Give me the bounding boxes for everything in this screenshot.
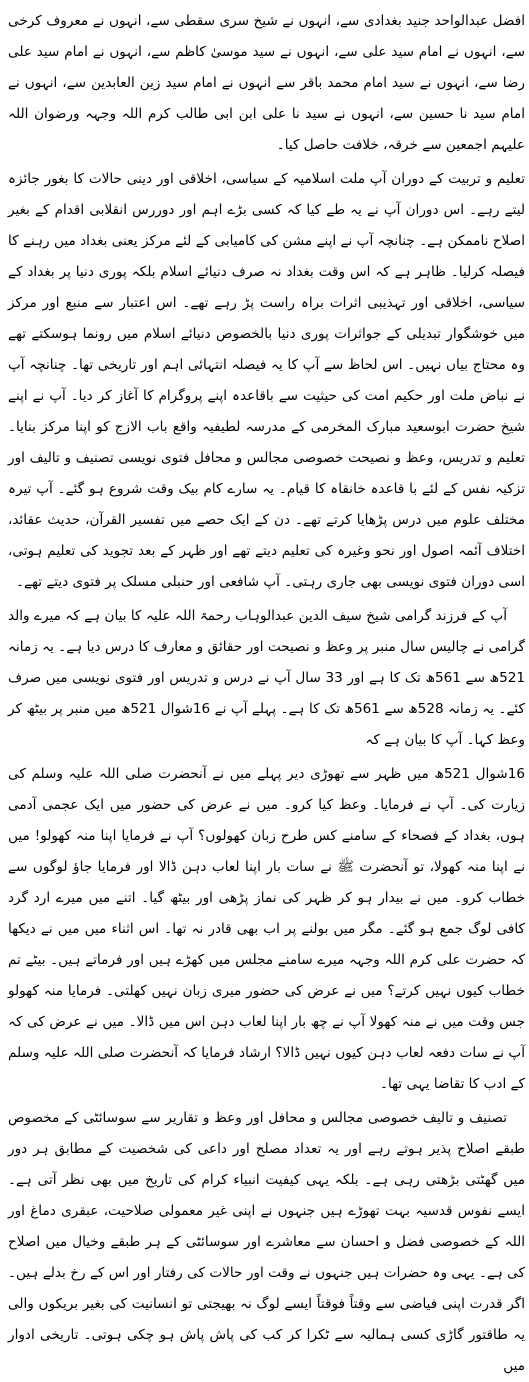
paragraph-vision: 16شوال 521ھ میں ظہر سے تھوڑی دیر پہلے میں نے آنحضرت صلی اللہ علیہ وسلم کی زیارت کی۔ آپ نے فرمایا۔ وعظ کیا کرو۔ میں نے عرض کی حضور میں ایک عجمی آدمی ہوں، بغداد کے فصحاء کے سامنے کس طرح زبان کھولوں؟ آپ نے فرمایا اپنا منہ کھولو! میں نے اپنا منہ کھولا، تو آنحضرت ﷺ نے سات بار اپنا لعاب دہن ڈالا اور فرمایا جاؤ لوگوں سے خطاب کرو۔ میں نے بیدار ہو کر ظہر کی نماز پڑھی اور بیٹھ گیا۔ اتنے میں میرے ارد گرد کافی لوگ جمع ہو گئے۔ مگر میں بولنے پر اب بھی قادر نہ تھا۔ اس اثناء میں میں نے دیکھا کہ حضرت علی کرم اللہ وجہہ میرے سامنے مجلس میں کھڑے ہیں اور فرماتے ہیں۔ بیٹے تم خطاب کیوں نہیں کرتے؟ میں نے عرض کی حضور میری زبان نہیں کھلتی۔ فرمایا منہ کھولو جس وقت میں نے منہ کھولا آپ نے چھ بار اپنا لعاب دہن اس میں ڈالا۔ میں نے عرض کی کہ آپ نے سات دفعہ لعاب دہن کیوں نہیں ڈالا؟ ارشاد فرمایا کہ آنحضرت صلی اللہ علیہ وسلم کے ادب کا تقاضا یہی تھا۔	[8, 766, 526, 1092]
paragraph-education: تعلیم و تربیت کے دوران آپ ملت اسلامیہ کے سیاسی، اخلاقی اور دینی حالات کا بغور جائزہ لیتے رہے۔ اس دوران آپ نے یہ طے کیا کہ کسی بڑے اہم اور دوررس انقلابی اقدام کے بغیر اصلاح ناممکن ہے۔ چنانچہ آپ نے اپنے مشن کی کامیابی کے لئے مرکز یعنی بغداد میں رہنے کا فیصلہ کرلیا۔ ظاہر ہے کہ اس وقت بغداد نہ صرف دنیائے اسلام بلکہ پوری دنیا پر بغداد کے سیاسی، اخلاقی اور تہذیبی اثرات براہ راست پڑ رہے تھے۔ اس اعتبار سے منبع اور مرکز میں خوشگوار تبدیلی کے جواثرات پوری دنیا بالخصوص دنیائے اسلام میں رونما ہوسکتے تھے وہ محتاج بیاں نہیں۔ اس لحاظ سے آپ کا یہ فیصلہ انتہائی اہم اور تاریخی تھا۔ چنانچہ آپ نے نباض ملت اور حکیم امت کی حیثیت سے باقاعدہ اپنے پروگرام کا آغاز کر دیا۔ آپ نے اپنے شیخ حضرت ابوسعید مبارک المخرمی کے مدرسہ لطیفیہ واقع باب الازج کو اپنا مرکز بنایا۔ تعلیم و تدریس، وعظ و نصیحت خصوصی مجالس و محافل فتوی نویسی تصنیف و تالیف اور تزکیہ نفس کے لئے با قاعدہ خانقاہ کا قیام۔ یہ سارے کام بیک وقت شروع ہو گئے۔ آپ تیرہ مختلف علوم میں درس پڑھایا کرتے تھے۔ دن کے ایک حصے میں تفسیر القرآن، حدیث عقائد، اختلاف آئمہ اصول اور نحو وغیرہ کی تعلیم دیتے تھے اور ظہر کے بعد تجوید کی تعلیم ہوتی، اسی دوران فتوی نویسی بھی جاری رہتی۔ آپ شافعی اور حنبلی مسلک پر فتوی دیتے تھے۔	[8, 171, 525, 590]
paragraph-lineage: افضل عبدالواحد جنید بغدادی سے، انہوں نے شیخ سری سقطی سے، انہوں نے معروف کرخی سے، انہوں نے امام سید علی سے، انہوں نے سید موسیٰ کاظم سے، انہوں نے امام سید علی رضا سے، انہوں نے سید امام محمد باقر سے انہوں نے امام سید زین العابدین سے، انہوں نے امام سید نا حسین سے، انہوں نے سید نا علی ابن ابی طالب کرم اللہ وجہہ ورضوان اللہ علیہم اجمعین سے خرقہ، خلافت حاصل کیا۔	[8, 13, 525, 153]
paragraph-son-testimony: آپ کے فرزند گرامی شیخ سیف الدین عبدالوہاب رحمۃ اللہ علیہ کا بیان ہے کہ میرے والد گرامی نے چالیس سال منبر پر وعظ و نصیحت اور حقائق و معارف کا درس دیا ہے۔ یہ زمانہ 521ھ سے 561ھ تک کا ہے اور 33 سال آپ نے درس و تدریس اور فتوی نویسی میں صرف کئے۔ یہ زمانہ 528ھ سے 561ھ تک کا ہے۔ پہلے آپ نے 16شوال 521ھ میں منبر پر بیٹھ کر وعظ کہا۔ آپ کا بیان ہے کہ	[8, 608, 526, 748]
paragraph-reform: تصنیف و تالیف خصوصی مجالس و محافل اور وعظ و تقاریر سے سوسائٹی کے مخصوص طبقے اصلاح پذیر ہوتے رہے اور یہ تعداد مصلح اور داعی کی شخصیت کے مطابق ہر دور میں گھٹتی بڑھتی رہی ہے۔ بلکہ یہی کیفیت انبیاء کرام کی تاریخ میں بھی نظر آتی ہے۔ ایسے نفوس قدسیہ بہت تھوڑے ہیں جنہوں نے اپنی غیر معمولی صلاحیت، عبقری دماغ اور اللہ کے خصوصی فضل و احسان سے معاشرے اور سوسائٹی کے ہر طبقے وخیال میں اصلاح کی ہے۔ یہی وہ حضرات ہیں جنہوں نے وقت اور حالات کی رفتار اور اس کے رخ بدلے ہیں۔ اگر قدرت اپنی فیاضی سے وقتاً فوقتاً ایسے لوگ نہ بھیجتی تو انسانیت کی بغیر بریکوں والی یہ طاقتور گاڑی کسی ہمالیہ سے ٹکرا کر کب کی پاش پاش ہو چکی ہوتی۔ تاریخی ادوار میں	[8, 1110, 525, 1374]
